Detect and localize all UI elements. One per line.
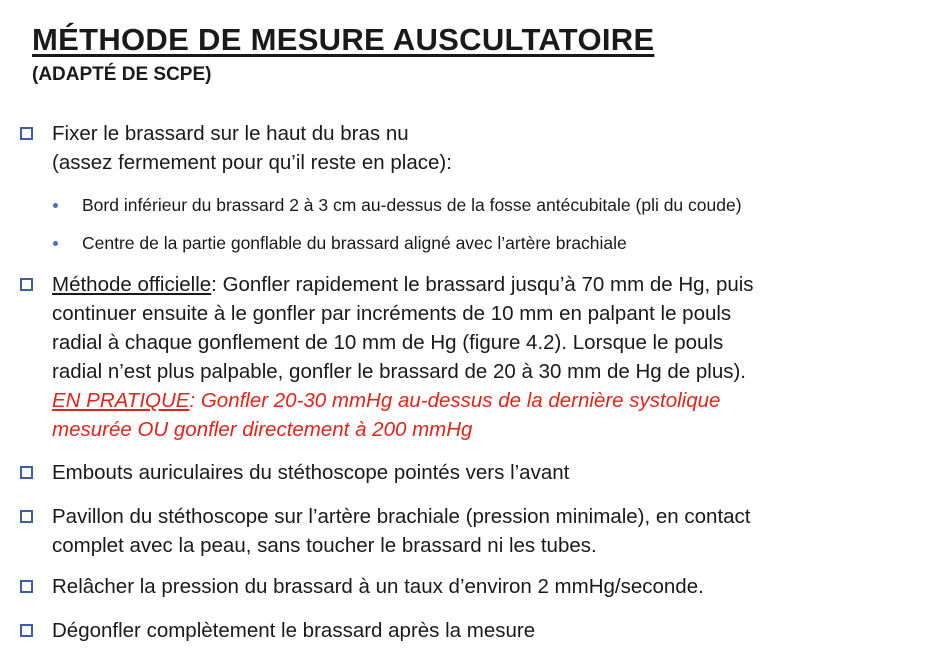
practice-line <box>52 386 912 415</box>
item-line-rest: : Gonfler rapidement le brassard jusqu’à 70 mm de Hg, puis <box>211 273 754 296</box>
item-text <box>52 270 912 444</box>
bullet-dot-icon <box>53 203 58 208</box>
item-line: continuer ensuite à le gonfler par incréments de 10 mm en palpant le pouls <box>52 302 732 325</box>
item-line <box>52 270 912 299</box>
item-line: radial à chaque gonflement de 10 mm de Hg (figure 4.2). Lorsque le pouls <box>52 331 724 354</box>
item-text <box>52 502 912 560</box>
item-line: radial n’est plus palpable, gonfler le brassard de 20 à 30 mm de Hg de plus). <box>52 360 746 383</box>
item-line: Fixer le brassard sur le haut du bras nu <box>52 122 409 145</box>
item-line: complet avec la peau, sans toucher le brassard ni les tubes. <box>52 534 597 557</box>
sub-item-text: Bord inférieur du brassard 2 à 3 cm au-dessus de la fosse antécubitale (pli du coude) <box>82 195 742 215</box>
practice-label: EN PRATIQUE <box>52 389 190 412</box>
item-text: Dégonfler complètement le brassard après la mesure <box>52 619 536 642</box>
practice-line: mesurée OU gonfler directement à 200 mmHg <box>52 418 473 441</box>
official-method-label: Méthode officielle <box>52 273 212 296</box>
checkbox-bullet-icon <box>20 466 33 479</box>
page-subtitle: (ADAPTÉ DE SCPE) <box>32 64 212 85</box>
sub-item-text: Centre de la partie gonflable du brassard aligné avec l’artère brachiale <box>82 233 627 253</box>
bullet-dot-icon <box>53 241 58 246</box>
checkbox-bullet-icon <box>20 580 33 593</box>
page-title: MÉTHODE DE MESURE AUSCULTATOIRE <box>32 22 655 57</box>
practice-line-rest: : Gonfler 20-30 mmHg au-dessus de la dernière systolique <box>189 389 721 412</box>
item-text <box>52 119 912 177</box>
checkbox-bullet-icon <box>20 278 33 291</box>
item-line: (assez fermement pour qu’il reste en place): <box>52 151 452 174</box>
item-text: Relâcher la pression du brassard à un taux d’environ 2 mmHg/seconde. <box>52 575 704 598</box>
item-text: Embouts auriculaires du stéthoscope pointés vers l’avant <box>52 461 570 484</box>
item-line: Pavillon du stéthoscope sur l’artère brachiale (pression minimale), en contact <box>52 505 751 528</box>
checkbox-bullet-icon <box>20 624 33 637</box>
checkbox-bullet-icon <box>20 127 33 140</box>
checkbox-bullet-icon <box>20 510 33 523</box>
